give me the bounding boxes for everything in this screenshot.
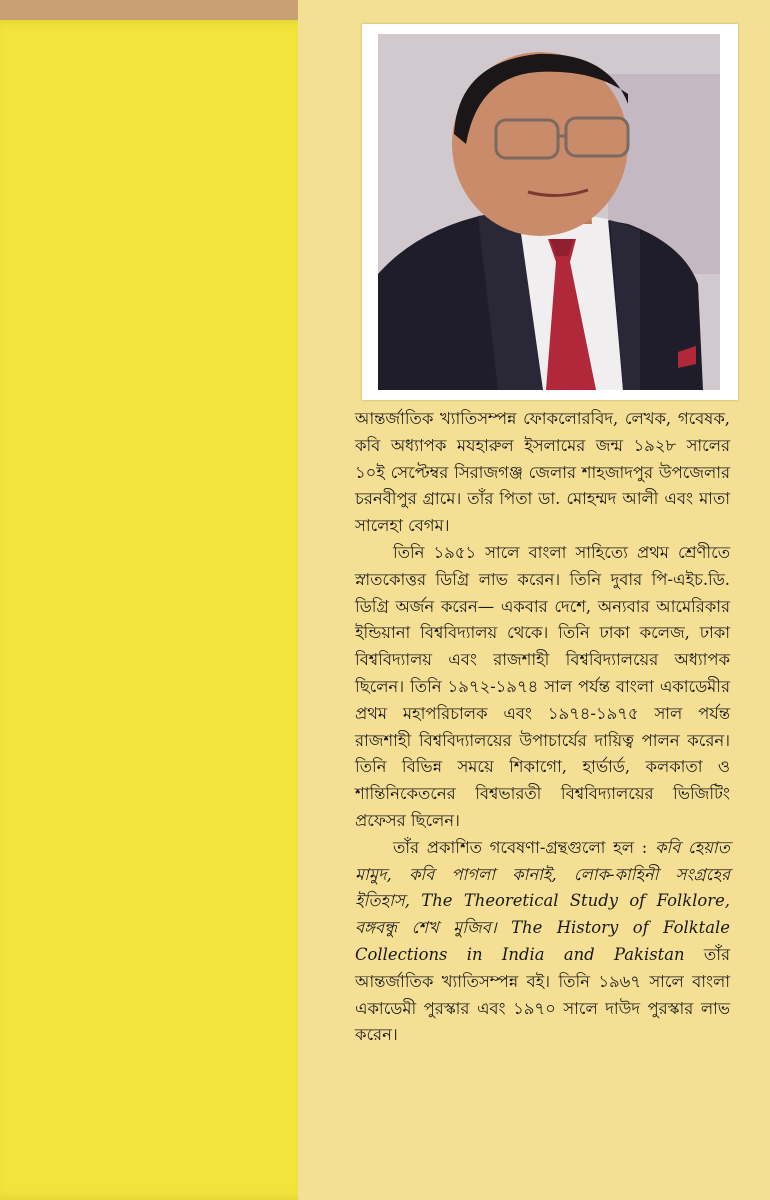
author-photo-frame [362,24,738,400]
bio-paragraph-3 [355,835,730,1049]
bio-paragraph-2: তিনি ১৯৫১ সালে বাংলা সাহিত্যে প্রথম শ্রেণীতে স্নাতকোত্তর ডিগ্রি লাভ করেন। তিনি দুবার পি-এইচ.ডি. ডিগ্রি অর্জন করেন— একবার দেশে, অন্যবার আমেরিকার ইন্ডিয়ানা বিশ্ববিদ্যালয় থেকে। তিনি ঢাকা কলেজ, ঢাকা বিশ্ববিদ্যালয় এবং রাজশাহী বিশ্ববিদ্যালয়ের অধ্যাপক ছিলেন। তিনি ১৯৭২-১৯৭৪ সাল পর্যন্ত বাংলা একাডেমীর প্রথম মহাপরিচালক এবং ১৯৭৪-১৯৭৫ সাল পর্যন্ত রাজশাহী বিশ্ববিদ্যালয়ের উপাচার্যের দায়িত্ব পালন করেন। তিনি বিভিন্ন সময়ে শিকাগো, হার্ভার্ড, কলকাতা ও শান্তিনিকেতনের বিশ্বভারতী বিশ্ববিদ্যালয়ের ভিজিটিং প্রফেসর ছিলেন। [355,542,730,830]
author-portrait-illustration [378,34,720,390]
author-biography [355,406,730,1049]
works-english-title: The History of Folktale Collections in India and Pakistan [355,918,730,964]
yellow-cover-panel [0,20,312,1200]
works-intro: তাঁর প্রকাশিত গবেষণা-গ্রন্থগুলো হল : [393,837,648,857]
works-list: কবি হেয়াত মামুদ, কবি পাগলা কানাই, লোক-কাহিনী সংগ্রহের ইতিহাস, The Theoretical Study of Folklore, বঙ্গবন্ধু শেখ মুজিব। [355,837,730,938]
bio-paragraph-1: আন্তর্জাতিক খ্যাতিসম্পন্ন ফোকলোরবিদ, লেখক, গবেষক, কবি অধ্যাপক মযহারুল ইসলামের জন্ম ১৯২৮ সালের ১০ই সেপ্টেম্বর সিরাজগঞ্জ জেলার শাহজাদপুর উপজেলার চরনবীপুর গ্রামে। তাঁর পিতা ডা. মোহম্মদ আলী এবং মাতা সালেহা বেগম। [355,409,730,536]
awards-text: তাঁর আন্তর্জাতিক খ্যাতিসম্পন্ন বই। তিনি ১৯৬৭ সালে বাংলা একাডেমী পুরস্কার এবং ১৯৭০ সালে দাউদ পুরস্কার লাভ করেন। [355,944,730,1045]
top-strip [0,0,312,20]
author-photo [378,34,720,390]
